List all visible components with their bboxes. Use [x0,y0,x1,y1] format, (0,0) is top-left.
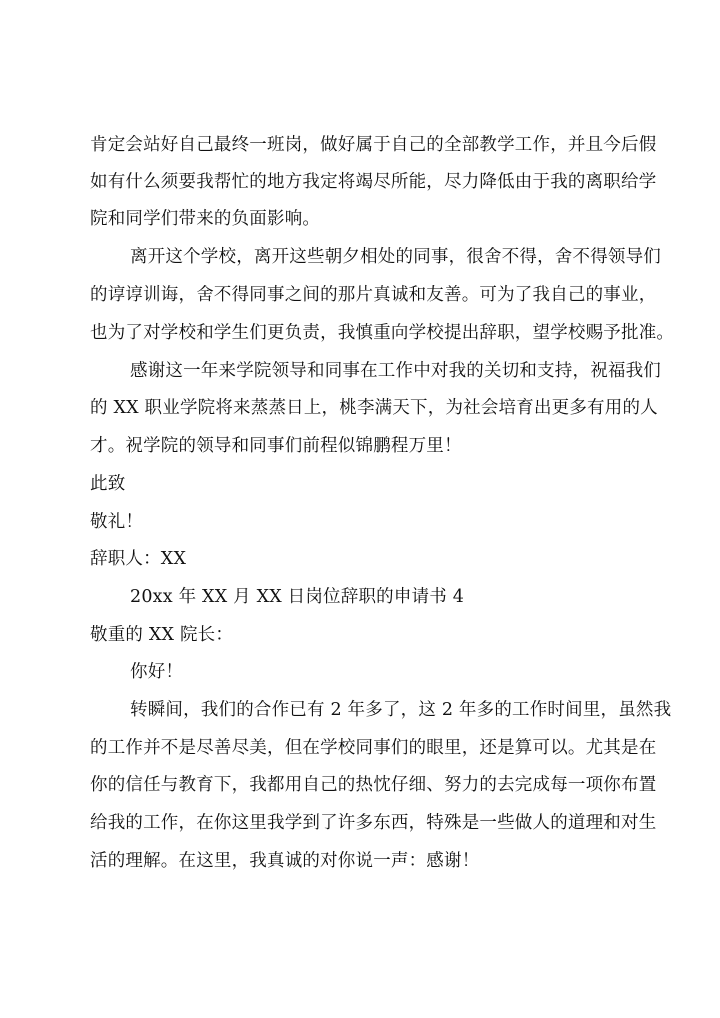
signature-line: 辞职人：XX [90,549,187,569]
paragraph-line: 离开这个学校，离开这些朝夕相处的同事，很舍不得，舍不得领导们 [130,247,661,267]
paragraph-line: 院和同学们带来的负面影响。 [90,209,321,229]
closing-salutation: 此致 [90,474,126,494]
closing-regards: 敬礼！ [90,512,144,532]
paragraph-line: 如有什么须要我帮忙的地方我定将竭尽所能，尽力降低由于我的离职给学 [90,172,657,192]
paragraph-line: 的谆谆训诲，舍不得同事之间的那片真诚和友善。可为了我自己的事业， [90,285,657,305]
greeting: 你好！ [130,662,184,682]
paragraph-line: 你的信任与教育下，我都用自己的热忱仔细、努力的去完成每一项你布置 [90,775,657,795]
letter-addressee: 敬重的 XX 院长： [90,625,234,645]
paragraph-line: 才。祝学院的领导和同事们前程似锦鹏程万里！ [90,436,462,456]
paragraph-line: 肯定会站好自己最终一班岗，做好属于自己的全部教学工作，并且今后假 [90,135,657,155]
paragraph-line: 的 XX 职业学院将来蒸蒸日上，桃李满天下，为社会培育出更多有用的人 [90,398,658,418]
paragraph-line: 给我的工作，在你这里我学到了许多东西，特殊是一些做人的道理和对生 [90,813,657,833]
paragraph-line: 感谢这一年来学院领导和同事在工作中对我的关切和支持，祝福我们 [130,361,661,381]
paragraph-line: 转瞬间，我们的合作已有 2 年多了，这 2 年多的工作时间里，虽然我 [130,700,672,720]
paragraph-line: 活的理解。在这里，我真诚的对你说一声：感谢！ [90,851,480,871]
paragraph-line: 的工作并不是尽善尽美，但在学校同事们的眼里，还是算可以。尤其是在 [90,738,657,758]
section-title: 20xx 年 XX 月 XX 日岗位辞职的申请书 4 [130,587,465,607]
paragraph-line: 也为了对学校和学生们更负责，我慎重向学校提出辞职，望学校赐予批准。 [90,323,675,343]
